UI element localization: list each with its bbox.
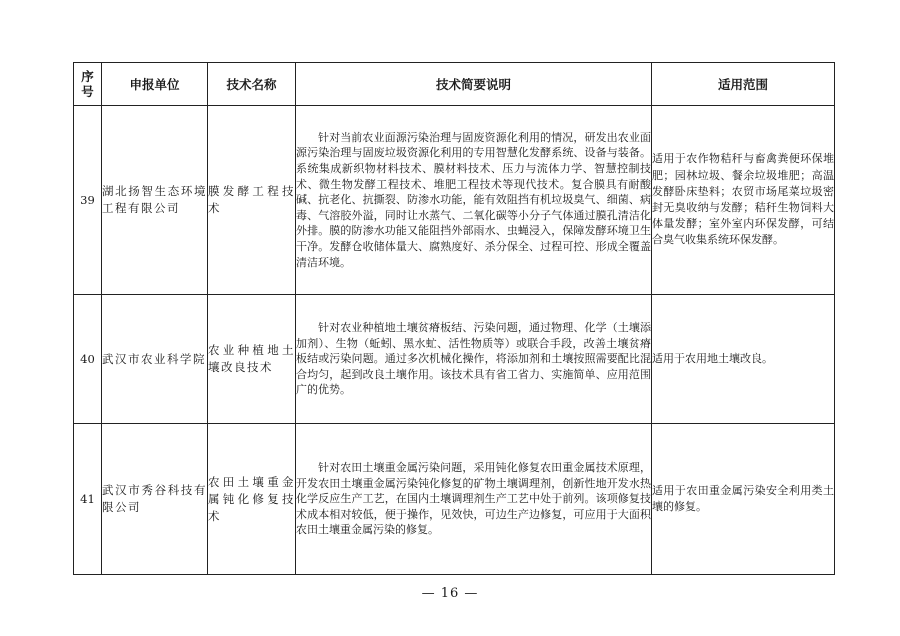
row-seq: 40 bbox=[74, 295, 102, 424]
row-tech-name: 农业种植地土壤改良技术 bbox=[208, 295, 296, 424]
row-unit: 湖北扬智生态环境工程有限公司 bbox=[102, 106, 208, 295]
row-seq: 39 bbox=[74, 106, 102, 295]
row-scope: 适用于农田重金属污染安全利用类土壤的修复。 bbox=[652, 424, 835, 575]
table-row bbox=[74, 106, 835, 295]
table-header-row bbox=[74, 63, 835, 106]
row-description: 针对当前农业面源污染治理与固废资源化利用的情况，研发出农业面源污染治理与固废垃圾资源化利用的专用智慧化发酵系统、设备与装备。系统集成新织物材料技术、膜材料技术、压力与流体力学、智慧控制技术、微生物发酵工程技术、堆肥工程技术等现代技术。复合膜具有耐酸碱、抗老化、抗撕裂、防渗水功能，能有效阻挡有机垃圾臭气、细菌、病毒、气溶胶外溢，同时让水蒸气、二氧化碳等小分子气体通过膜孔清洁化外排。膜的防渗水功能又能阻挡外部雨水、虫蝇浸入，保障发酵环境卫生干净。发酵仓收储体量大、腐熟度好、杀分保全、过程可控、形成全覆盖清洁环境。 bbox=[296, 106, 652, 295]
table-row bbox=[74, 424, 835, 575]
header-unit: 申报单位 bbox=[102, 63, 208, 106]
row-unit: 武汉市农业科学院 bbox=[102, 295, 208, 424]
header-description: 技术简要说明 bbox=[296, 63, 652, 106]
row-unit: 武汉市秀谷科技有限公司 bbox=[102, 424, 208, 575]
header-tech-name: 技术名称 bbox=[208, 63, 296, 106]
row-description: 针对农田土壤重金属污染问题，采用钝化修复农田重金属技术原理，开发农田土壤重金属污染钝化修复的矿物土壤调理剂，创新性地开发水热化学反应生产工艺，在国内土壤调理剂生产工艺中处于前列。该项修复技术成本相对较低，便于操作，见效快，可边生产边修复，可应用于大面积农田土壤重金属污染的修复。 bbox=[296, 424, 652, 575]
page-number: — 16 — bbox=[421, 586, 479, 601]
row-tech-name: 膜发酵工程技术 bbox=[208, 106, 296, 295]
header-seq bbox=[74, 63, 102, 106]
row-description: 针对农业种植地土壤贫瘠板结、污染问题，通过物理、化学（土壤添加剂）、生物（蚯蚓、黑水虻、活性物质等）或联合手段，改善土壤贫瘠板结或污染问题。通过多次机械化操作，将添加剂和土壤按照需要配比混合均匀，起到改良土壤作用。该技术具有省工省力、实施简单、应用范围广的优势。 bbox=[296, 295, 652, 424]
table-row bbox=[74, 295, 835, 424]
header-seq-label: 序号 bbox=[81, 69, 94, 99]
row-tech-name: 农田土壤重金属钝化修复技术 bbox=[208, 424, 296, 575]
document-page bbox=[73, 62, 834, 575]
row-seq: 41 bbox=[74, 424, 102, 575]
row-scope: 适用于农用地土壤改良。 bbox=[652, 295, 835, 424]
header-scope: 适用范围 bbox=[652, 63, 835, 106]
row-scope: 适用于农作物秸秆与畜禽粪便环保堆肥；园林垃圾、餐余垃圾堆肥；高温发酵卧床垫料；农贸市场尾菜垃圾密封无臭收纳与发酵；秸秆生物饲料大体量发酵；室外室内环保发酵，可结合臭气收集系统环保发酵。 bbox=[652, 106, 835, 295]
technology-table bbox=[73, 62, 835, 575]
